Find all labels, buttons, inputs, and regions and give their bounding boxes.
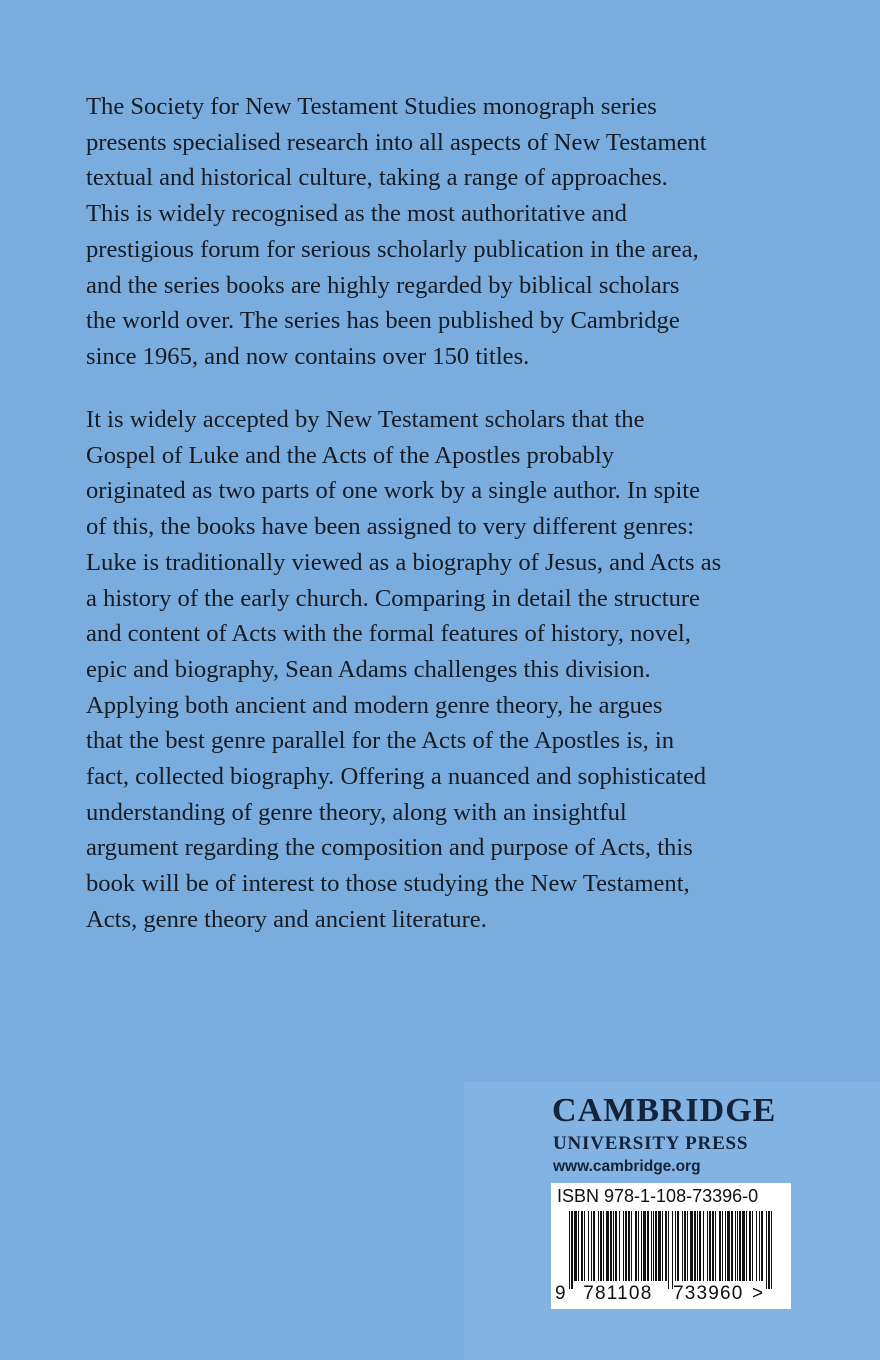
barcode-bar xyxy=(581,1211,583,1281)
publisher-url: www.cambridge.org xyxy=(553,1158,701,1175)
barcode-bar xyxy=(675,1211,676,1281)
publisher-logo-name: CAMBRIDGE xyxy=(552,1092,777,1129)
series-description-line: The Society for New Testament Studies monograph series xyxy=(86,93,657,120)
barcode-bar xyxy=(635,1211,637,1281)
barcode-bar xyxy=(613,1211,614,1281)
barcode-bar xyxy=(623,1211,624,1281)
barcode-bar xyxy=(591,1211,592,1281)
barcode-bar xyxy=(600,1211,602,1281)
barcode-bar xyxy=(574,1211,577,1281)
series-description-line: prestigious forum for serious scholarly publication in the area, xyxy=(86,235,699,263)
barcode-bar xyxy=(690,1211,693,1281)
barcode-bar xyxy=(756,1211,757,1281)
barcode-bar xyxy=(598,1211,599,1281)
barcode-bar xyxy=(665,1211,667,1281)
barcode-bar xyxy=(631,1211,632,1281)
barcode-bar xyxy=(766,1211,767,1289)
book-description-line: Gospel of Luke and the Acts of the Apostles probably xyxy=(86,441,614,469)
barcode-bar xyxy=(768,1211,770,1289)
book-description-line: and content of Acts with the formal features of history, novel, xyxy=(86,620,691,648)
book-description-line: that the best genre parallel for the Acts of the Apostles is, in xyxy=(86,727,675,755)
barcode-bar xyxy=(658,1211,661,1281)
barcode-bar xyxy=(699,1211,701,1281)
barcode-bar xyxy=(712,1211,714,1281)
book-description-line: Applying both ancient and modern genre theory, he argues xyxy=(86,691,663,719)
series-description xyxy=(86,89,806,375)
series-description-line: since 1965, and now contains over 150 titles. xyxy=(86,342,530,370)
barcode-bar xyxy=(687,1211,688,1281)
barcode-bar xyxy=(746,1211,747,1281)
barcode-bar xyxy=(694,1211,696,1281)
barcode-bar xyxy=(584,1211,585,1281)
barcode-bar xyxy=(578,1211,579,1281)
barcode-bar xyxy=(668,1211,669,1289)
barcode-digits-right: 733960 xyxy=(672,1283,744,1304)
barcode-bar xyxy=(603,1211,604,1281)
barcode-bar xyxy=(662,1211,663,1281)
barcode-bar xyxy=(628,1211,630,1281)
barcode-bar xyxy=(735,1211,736,1281)
book-description-line: Luke is traditionally viewed as a biography of Jesus, and Acts as xyxy=(86,548,722,576)
barcode-bar xyxy=(619,1211,620,1281)
barcode-bar xyxy=(677,1211,679,1281)
barcode-bar xyxy=(653,1211,654,1281)
barcode-bar xyxy=(697,1211,698,1281)
book-description-line: a history of the early church. Comparing in detail the structure xyxy=(86,584,700,612)
book-description-line: originated as two parts of one work by a single author. In spite xyxy=(86,477,701,505)
book-description xyxy=(86,402,806,938)
barcode-bar xyxy=(682,1211,683,1281)
barcode-bar xyxy=(672,1211,673,1289)
barcode-bar xyxy=(638,1211,639,1281)
book-description-line: epic and biography, Sean Adams challenges this division. xyxy=(86,655,651,683)
barcode-bar xyxy=(761,1211,763,1281)
barcode-bar xyxy=(625,1211,627,1281)
barcode-arrow: > xyxy=(752,1283,765,1304)
barcode-bar xyxy=(737,1211,738,1281)
barcode-bar xyxy=(647,1211,649,1281)
series-description-line: This is widely recognised as the most authoritative and xyxy=(86,200,627,228)
barcode-digits xyxy=(555,1283,764,1305)
book-description-line: understanding of genre theory, along with an insightful xyxy=(86,798,627,826)
book-description-line: fact, collected biography. Offering a nuanced and sophisticated xyxy=(86,763,707,791)
barcode-bar xyxy=(643,1211,646,1281)
barcode-bar xyxy=(715,1211,716,1281)
barcode-bar xyxy=(727,1211,730,1281)
barcode-bar xyxy=(742,1211,745,1281)
isbn-barcode xyxy=(551,1183,791,1309)
barcode-bar xyxy=(719,1211,721,1281)
barcode-bar xyxy=(752,1211,753,1281)
publisher-logo-subtitle: UNIVERSITY PRESS xyxy=(553,1133,749,1154)
series-description-line: textual and historical culture, taking a range of approaches. xyxy=(86,164,668,192)
series-description-line: presents specialised research into all aspects of New Testament xyxy=(86,128,707,156)
barcode-bar xyxy=(707,1211,708,1281)
barcode-bar xyxy=(593,1211,595,1281)
barcode-bar xyxy=(771,1211,772,1289)
book-description-line: argument regarding the composition and purpose of Acts, this xyxy=(86,834,693,862)
barcode-bar xyxy=(588,1211,589,1281)
barcode-bar xyxy=(759,1211,760,1281)
book-description-line: of this, the books have been assigned to very different genres: xyxy=(86,513,695,541)
barcode-bar xyxy=(703,1211,704,1281)
book-description-line: book will be of interest to those studying the New Testament, xyxy=(86,870,690,898)
barcode-bar xyxy=(684,1211,686,1281)
barcode-bar xyxy=(709,1211,711,1281)
barcode-bar xyxy=(651,1211,652,1281)
barcode-digits-left: 781108 xyxy=(583,1283,653,1304)
barcode-bar xyxy=(739,1211,741,1281)
barcode-bar xyxy=(569,1211,570,1289)
barcode-bar xyxy=(655,1211,657,1281)
barcode-bar xyxy=(615,1211,617,1281)
book-description-line: It is widely accepted by New Testament scholars that the xyxy=(86,406,645,433)
barcode-bar xyxy=(610,1211,612,1281)
series-description-line: and the series books are highly regarded by biblical scholars xyxy=(86,271,680,299)
barcode-bar xyxy=(722,1211,723,1281)
barcode-bar xyxy=(725,1211,726,1281)
barcode-bar xyxy=(606,1211,609,1281)
barcode-bar xyxy=(749,1211,751,1281)
barcode-bar xyxy=(731,1211,733,1281)
book-description-line: Acts, genre theory and ancient literature. xyxy=(86,905,487,933)
series-description-line: the world over. The series has been published by Cambridge xyxy=(86,307,680,335)
barcode-bar xyxy=(571,1211,573,1289)
barcode-bar xyxy=(641,1211,642,1281)
isbn-label: ISBN 978-1-108-73396-0 xyxy=(557,1186,759,1206)
barcode-digit-lead: 9 xyxy=(555,1283,567,1304)
